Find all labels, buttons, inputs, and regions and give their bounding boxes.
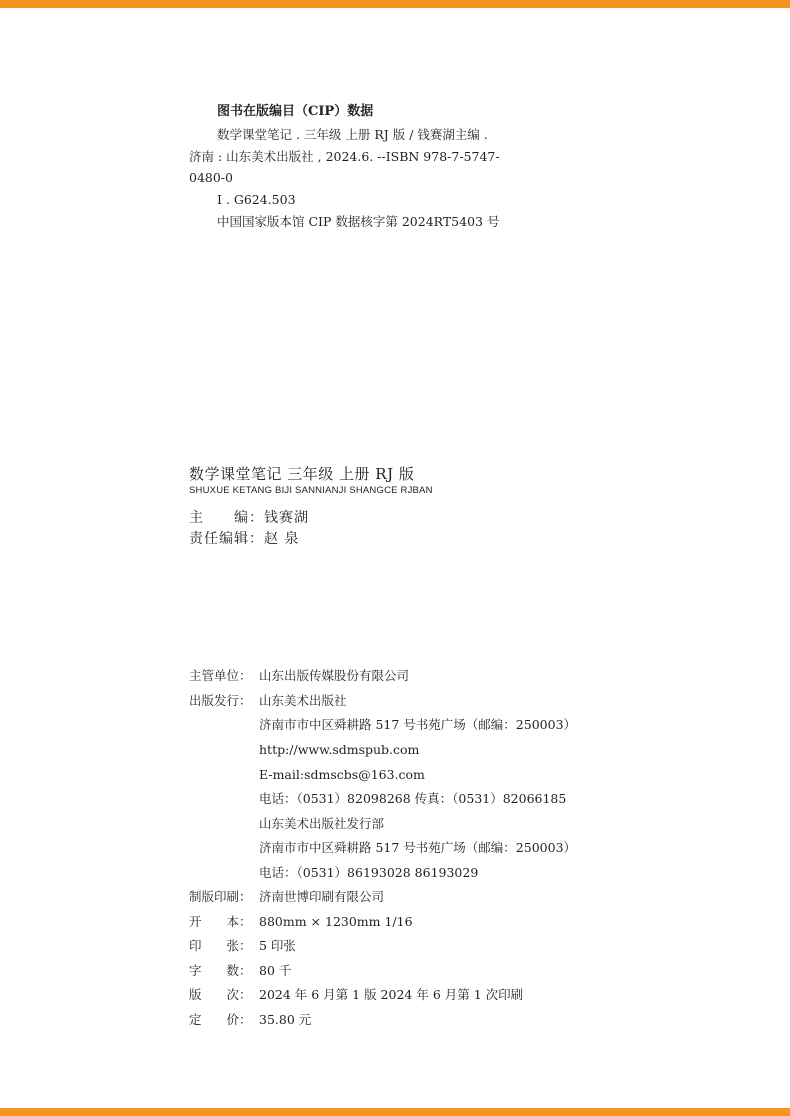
edition-value: 2024 年 6 月第 1 版 2024 年 6 月第 1 次印刷 xyxy=(259,987,524,1002)
cip-line-2: 济南 : 山东美术出版社 , 2024.6. --ISBN 978-7-5747- xyxy=(189,149,500,164)
editor-name: 钱赛湖 xyxy=(264,510,309,526)
price-value: 35.80 元 xyxy=(259,1012,312,1027)
price-label: 定 价： xyxy=(189,1012,252,1027)
bottom-accent-bar xyxy=(0,1108,790,1116)
publisher-website: http://www.sdmspub.com xyxy=(259,742,420,757)
editor-credit xyxy=(189,507,309,527)
printer-label: 制版印刷： xyxy=(189,889,252,904)
format-label: 开 本： xyxy=(189,914,252,929)
printer-value: 济南世博印刷有限公司 xyxy=(259,889,385,904)
publisher-address: 济南市市中区舜耕路 517 号书苑广场（邮编：250003） xyxy=(259,717,577,732)
words-value: 80 千 xyxy=(259,963,292,978)
publisher-label: 出版发行： xyxy=(189,693,252,708)
book-title: 数学课堂笔记 三年级 上册 RJ 版 xyxy=(189,465,415,483)
distribution-dept: 山东美术出版社发行部 xyxy=(259,816,385,831)
cip-line-5: 中国国家版本馆 CIP 数据核字第 2024RT5403 号 xyxy=(217,214,500,229)
supervisor-label: 主管单位： xyxy=(189,668,252,683)
format-value: 880mm × 1230mm 1/16 xyxy=(259,914,413,929)
dept-phone: 电话：（0531）86193028 86193029 xyxy=(259,865,479,880)
responsible-editor-label: 责任编辑： xyxy=(189,531,264,547)
publisher-phone-fax: 电话：（0531）82098268 传真：（0531）82066185 xyxy=(259,791,567,806)
edition-label: 版 次： xyxy=(189,987,252,1002)
publisher-email: E-mail:sdmscbs@163.com xyxy=(259,767,425,782)
cip-line-4: Ⅰ . G624.503 xyxy=(217,192,296,207)
publisher-value: 山东美术出版社 xyxy=(259,693,347,708)
top-accent-bar xyxy=(0,0,790,8)
words-label: 字 数： xyxy=(189,963,252,978)
supervisor-value: 山东出版传媒股份有限公司 xyxy=(259,668,410,683)
cip-title: 图书在版编目（CIP）数据 xyxy=(217,104,374,119)
editor-label: 主 编： xyxy=(189,510,264,526)
responsible-editor-name: 赵 泉 xyxy=(264,531,300,547)
cip-line-3: 0480-0 xyxy=(189,170,233,185)
cip-line-1: 数学课堂笔记 . 三年级 上册 RJ 版 / 钱赛湖主编 . xyxy=(217,127,488,142)
sheets-label: 印 张： xyxy=(189,938,252,953)
sheets-value: 5 印张 xyxy=(259,938,296,953)
dept-address: 济南市市中区舜耕路 517 号书苑广场（邮编：250003） xyxy=(259,840,577,855)
book-pinyin: SHUXUE KETANG BIJI SANNIANJI SHANGCE RJBAN xyxy=(189,485,433,496)
responsible-editor-credit xyxy=(189,528,299,548)
